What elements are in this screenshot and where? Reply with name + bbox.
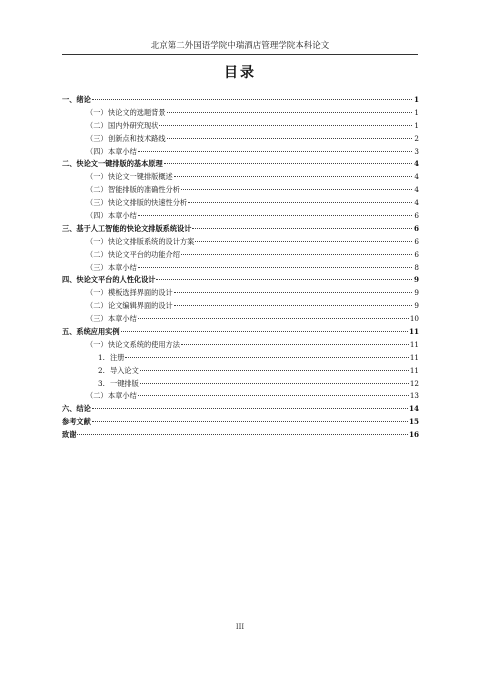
toc-entry[interactable] [62, 120, 419, 133]
dot-leader [140, 370, 409, 371]
dot-leader [174, 305, 412, 306]
toc-entry-page: 1 [414, 107, 419, 117]
toc-entry[interactable] [62, 313, 419, 326]
toc-entry-page: 6 [414, 236, 419, 246]
toc-entry[interactable] [62, 133, 419, 146]
toc-entry-number: 三、 [62, 223, 77, 233]
toc-entry-number: （二） [86, 391, 108, 401]
toc-entry-title: 快论文一键排版概述 [108, 172, 173, 182]
toc-entry-page: 11 [409, 365, 419, 375]
dot-leader [174, 176, 412, 177]
toc-entry-number: 1. [98, 352, 105, 362]
toc-entry[interactable] [62, 236, 419, 249]
dot-leader [181, 344, 409, 345]
toc-entry-title: 国内外研究现状 [108, 120, 159, 130]
dot-leader [156, 279, 412, 280]
toc-entry-number: 二、 [62, 159, 77, 169]
toc-entry-title: 导入论文 [110, 365, 139, 375]
dot-leader [181, 254, 412, 255]
toc-entry[interactable] [62, 210, 419, 223]
dot-leader [138, 215, 412, 216]
toc-entry-page: 15 [408, 417, 419, 427]
toc-entry-title: 智能排版的准确性分析 [108, 185, 180, 195]
toc-entry-page: 2 [414, 133, 419, 143]
toc-entry-number: （二） [86, 120, 108, 130]
dot-leader [164, 163, 412, 164]
toc-entry-title: 本章小结 [108, 211, 137, 221]
toc-entry-number: （一） [86, 172, 108, 182]
dot-leader [167, 112, 412, 113]
dot-leader [159, 125, 412, 126]
toc-entry-title: 快论文排版的快速性分析 [108, 198, 188, 208]
toc-entry-page: 6 [413, 223, 419, 233]
toc-entry[interactable] [62, 249, 419, 262]
dot-leader [77, 434, 408, 435]
toc-entry[interactable] [62, 94, 419, 107]
toc-entry-title: 基于人工智能的快论文排版系统设计 [76, 223, 192, 233]
toc-entry-number: （三） [86, 262, 108, 272]
page-header: 北京第二外国语学院中瑞酒店管理学院本科论文 [62, 39, 418, 55]
toc-entry-page: 13 [409, 391, 419, 401]
dot-leader [138, 267, 412, 268]
toc-title: 目录 [224, 65, 256, 81]
toc-entry-title: 一键排版 [110, 378, 139, 388]
toc-entry-page: 6 [414, 211, 419, 221]
toc-entry[interactable] [62, 390, 419, 403]
toc-entry-page: 6 [414, 249, 419, 259]
toc-entry-page: 9 [414, 288, 419, 298]
toc-entry-title: 模板选择界面的设计 [108, 288, 173, 298]
toc-entry-title: 本章小结 [108, 146, 137, 156]
toc-entry-title: 快论文平台的功能介绍 [108, 249, 180, 259]
toc-entry[interactable] [62, 365, 419, 378]
toc-entry-number: （一） [86, 236, 108, 246]
toc-entry-number: 六、 [62, 404, 77, 414]
dot-leader [125, 357, 408, 358]
dot-leader [92, 408, 408, 409]
dot-leader [121, 331, 408, 332]
toc-entry-page: 1 [413, 95, 419, 104]
toc-entry-page: 11 [409, 339, 419, 349]
dot-leader [92, 421, 408, 422]
toc-entry-title: 快论文的选题背景 [108, 107, 166, 117]
toc-entry[interactable] [62, 223, 419, 236]
toc-entry-page: 4 [414, 185, 419, 195]
toc-entry[interactable] [62, 184, 419, 197]
toc-entry[interactable] [62, 429, 419, 442]
toc-entry-number: （四） [86, 211, 108, 221]
toc-entry-title: 绪论 [76, 95, 91, 104]
toc-entry-page: 16 [408, 430, 419, 440]
toc-entry-title: 致谢 [62, 430, 77, 440]
toc-entry-page: 4 [414, 172, 419, 182]
dot-leader [188, 202, 412, 203]
dot-leader [174, 292, 412, 293]
toc-entry[interactable] [62, 403, 419, 416]
toc-entry-number: 四、 [62, 275, 77, 285]
toc-entry-page: 8 [414, 262, 419, 272]
dot-leader [181, 189, 412, 190]
toc-entry-number: 2. [98, 365, 105, 375]
toc-entry[interactable] [62, 158, 419, 171]
toc-entry-number: 3. [98, 378, 105, 388]
toc-entry-title: 参考文献 [62, 417, 91, 427]
toc-entry-page: 3 [414, 146, 419, 156]
toc-entry-title: 本章小结 [108, 391, 137, 401]
dot-leader [195, 241, 412, 242]
toc-entry[interactable] [62, 287, 419, 300]
toc-entry-page: 9 [414, 301, 419, 311]
toc-entry-title: 系统应用实例 [76, 327, 120, 337]
toc-entry[interactable] [62, 107, 419, 120]
toc-entry-number: （一） [86, 288, 108, 298]
toc-entry[interactable] [62, 352, 419, 365]
dot-leader [192, 228, 412, 229]
toc-entry-title: 本章小结 [108, 314, 137, 324]
toc-entry-number: （一） [86, 339, 108, 349]
toc-entry-number: 五、 [62, 327, 77, 337]
toc-entry-number: 一、 [62, 95, 77, 104]
toc-entry-title: 创新点和技术路线 [108, 133, 166, 143]
toc-entry-page: 14 [408, 404, 419, 414]
toc-entry-number: （二） [86, 249, 108, 259]
toc-entry-title: 本章小结 [108, 262, 137, 272]
toc-entry-title: 快论文排版系统的设计方案 [108, 236, 195, 246]
toc-entry-page: 12 [409, 378, 419, 388]
toc-entry-number: （三） [86, 133, 108, 143]
dot-leader [92, 99, 412, 100]
toc-entry-number: （三） [86, 198, 108, 208]
toc-entry-title: 快论文平台的人性化设计 [76, 275, 156, 285]
toc-entry[interactable] [62, 197, 419, 210]
toc-entry[interactable] [62, 274, 419, 287]
toc-entry-number: （三） [86, 314, 108, 324]
dot-leader [138, 151, 412, 152]
toc-entry-page: 4 [413, 159, 419, 169]
toc-entry[interactable] [62, 146, 419, 159]
toc-entry-page: 11 [408, 327, 419, 337]
toc-entry-title: 结论 [76, 404, 91, 414]
toc-entry-title: 注册 [110, 352, 125, 362]
toc-entry[interactable] [62, 378, 419, 391]
table-of-contents [62, 94, 419, 442]
toc-entry-page: 4 [414, 198, 419, 208]
toc-entry[interactable] [62, 262, 419, 275]
toc-entry-page: 11 [409, 352, 419, 362]
toc-entry[interactable] [62, 416, 419, 429]
toc-entry-title: 快论文系统的使用方法 [108, 339, 180, 349]
toc-entry-number: （二） [86, 301, 108, 311]
dot-leader [138, 318, 409, 319]
toc-entry-number: （四） [86, 146, 108, 156]
toc-entry-page: 10 [409, 314, 419, 324]
dot-leader [167, 138, 412, 139]
toc-entry[interactable] [62, 339, 419, 352]
toc-entry[interactable] [62, 171, 419, 184]
toc-entry[interactable] [62, 300, 419, 313]
dot-leader [138, 395, 409, 396]
toc-entry[interactable] [62, 326, 419, 339]
toc-entry-number: （二） [86, 185, 108, 195]
page-number: III [235, 623, 245, 631]
dot-leader [140, 383, 409, 384]
toc-entry-page: 9 [413, 275, 419, 285]
toc-entry-title: 快论文一键排版的基本原理 [76, 159, 163, 169]
toc-entry-page: 1 [414, 120, 419, 130]
toc-entry-title: 论文编辑界面的设计 [108, 301, 173, 311]
toc-entry-number: （一） [86, 107, 108, 117]
